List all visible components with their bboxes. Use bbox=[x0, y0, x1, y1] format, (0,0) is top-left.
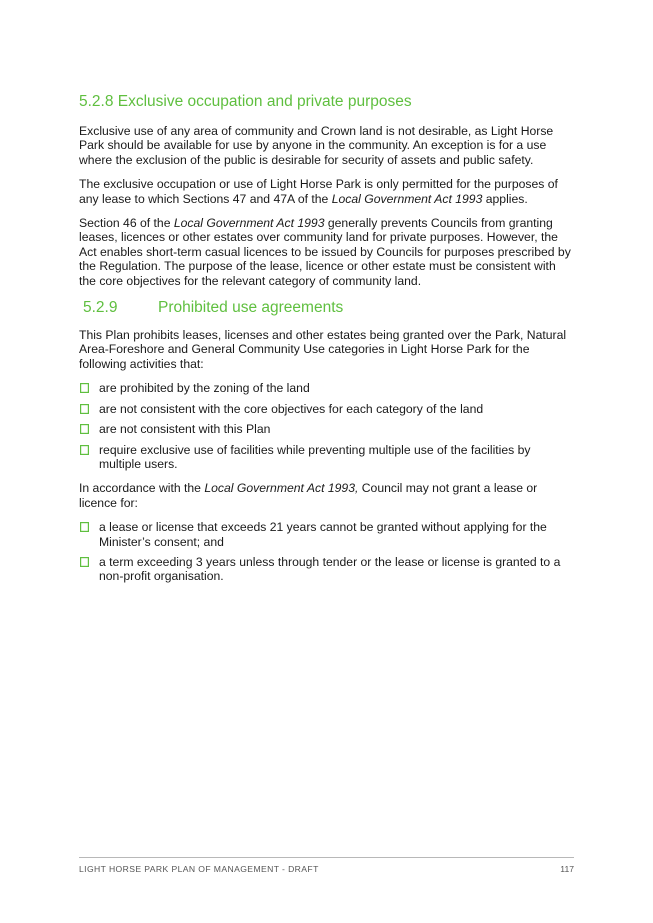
list-item bbox=[79, 381, 574, 395]
hollow-square-bullet-icon bbox=[80, 522, 89, 532]
list-item bbox=[79, 443, 574, 472]
hollow-square-bullet-icon bbox=[80, 424, 89, 434]
prohibited-activities-list bbox=[79, 381, 574, 471]
section-title: Prohibited use agreements bbox=[158, 299, 344, 317]
lease-restrictions-list bbox=[79, 520, 574, 584]
list-item bbox=[79, 555, 574, 584]
footer-divider bbox=[79, 857, 574, 858]
text-run: Council may not grant a lease or licence for: bbox=[79, 481, 538, 510]
footer-document-title: LIGHT HORSE PARK PLAN OF MANAGEMENT - DRAFT bbox=[79, 864, 319, 874]
section-heading-5-2-8: 5.2.8 Exclusive occupation and private purposes bbox=[79, 93, 412, 110]
act-title: Local Government Act 1993 bbox=[173, 216, 325, 231]
hollow-square-bullet-icon bbox=[80, 557, 89, 567]
text-run: generally prevents Councils from granting leases, licences or other estates over community land for private purposes. However, the Act enables short-term casual licences to be issued by Councils for purposes prescribed by the Regulation. The purpose of the lease, licence or other estate must be consistent with the core objectives for the relevant category of community land. bbox=[79, 216, 571, 288]
hollow-square-bullet-icon bbox=[80, 404, 89, 414]
list-item bbox=[79, 422, 574, 436]
act-title: Local Government Act 1993, bbox=[204, 481, 359, 496]
act-title: Local Government Act 1993 bbox=[331, 191, 483, 206]
list-item-text: require exclusive use of facilities while preventing multiple use of the facilities by multiple users. bbox=[99, 442, 531, 471]
list-item bbox=[79, 402, 574, 416]
paragraph-lga-accordance bbox=[79, 481, 574, 510]
list-item-text: a lease or license that exceeds 21 years cannot be granted without applying for the Minister’s consent; and bbox=[99, 520, 547, 549]
list-item-text: are prohibited by the zoning of the land bbox=[99, 381, 310, 396]
text-run: applies. bbox=[482, 191, 528, 206]
paragraph-prohibits-intro: This Plan prohibits leases, licenses and other estates being granted over the Park, Natural Area-Foreshore and General Community Use categories in Light Horse Park for the following activities that: bbox=[79, 328, 567, 371]
text-run: The exclusive occupation or use of Light Horse Park is only permitted for the purposes of any lease to which Sections 47 and 47A of the bbox=[79, 177, 558, 206]
paragraph-section-46 bbox=[79, 216, 574, 288]
hollow-square-bullet-icon bbox=[80, 383, 89, 393]
footer-page-number: 117 bbox=[560, 864, 574, 874]
paragraph-exclusive-use: Exclusive use of any area of community and Crown land is not desirable, as Light Horse Park should be available for use by anyone in the community. An exception is for a use where the exclusion of the public is desirable for security of assets and public safety. bbox=[79, 124, 554, 167]
section-heading-5-2-9 bbox=[79, 298, 574, 318]
list-item bbox=[79, 520, 574, 549]
page-content bbox=[79, 92, 574, 594]
hollow-square-bullet-icon bbox=[80, 445, 89, 455]
text-run: In accordance with the bbox=[79, 481, 205, 496]
section-number: 5.2.9 bbox=[83, 299, 118, 317]
list-item-text: a term exceeding 3 years unless through tender or the lease or license is granted to a non-profit organisation. bbox=[99, 554, 561, 584]
list-item-text: are not consistent with this Plan bbox=[99, 422, 271, 437]
list-item-text: are not consistent with the core objectives for each category of the land bbox=[99, 401, 484, 416]
text-run: Section 46 of the bbox=[79, 216, 174, 231]
paragraph-exclusive-occupation bbox=[79, 177, 574, 206]
